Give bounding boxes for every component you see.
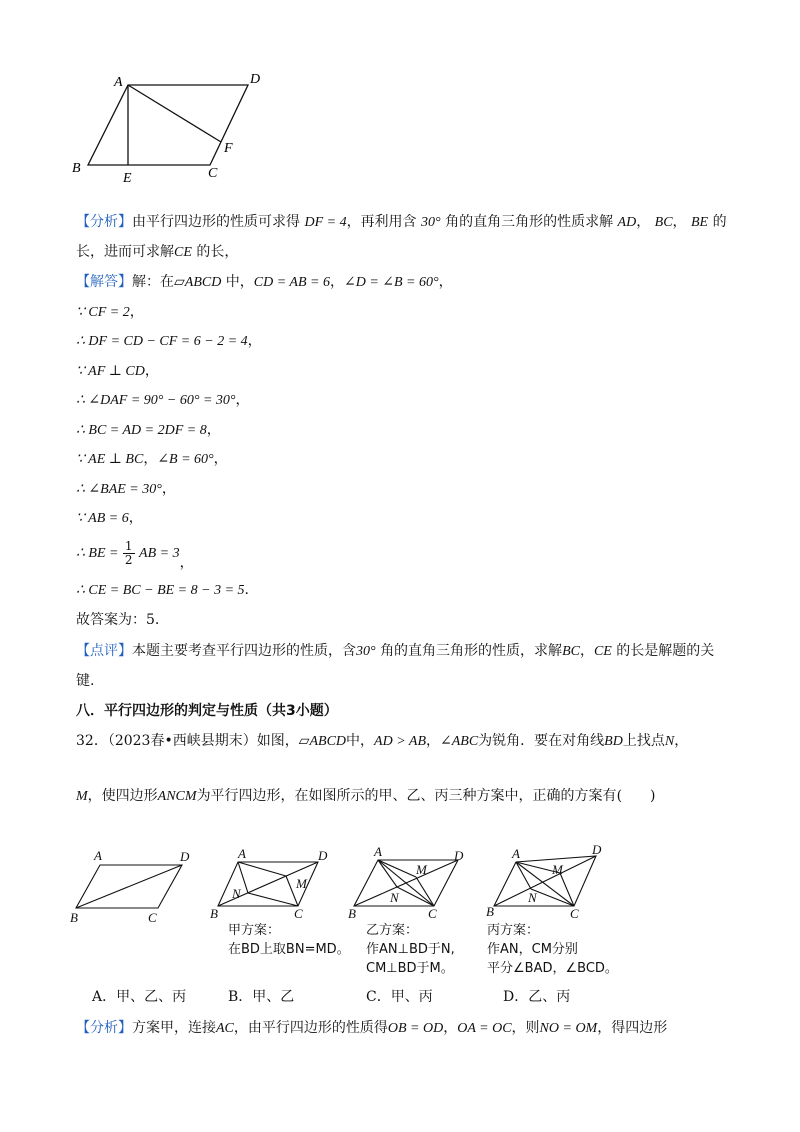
- fig3-caption: 乙方案： 作AN⊥BD于N, CM⊥BD于M。: [366, 923, 455, 976]
- fig2-label-A: A: [238, 846, 246, 861]
- solution-step-6: ∵ AE ⊥ BC，∠B = 60°，: [76, 451, 228, 467]
- label-A: A: [114, 75, 123, 90]
- analysis-line-2: 长，进而可求解CE 的长，: [76, 244, 239, 260]
- solution-step-8: ∵ AB = 6，: [76, 510, 143, 526]
- label-D: D: [250, 72, 261, 87]
- question-32-line-1: 32．（2023春•西峡县期末）如图，▱ABCD中，AD > AB，∠ABC为锐角．要在对角线BD上找点N，: [76, 733, 689, 749]
- fig4-label-C: C: [570, 906, 579, 921]
- fig1-label-D: D: [180, 849, 190, 864]
- fig1-label-A: A: [94, 848, 102, 863]
- fig4-label-M: M: [552, 862, 563, 877]
- analysis-tag: 【分析】: [76, 214, 132, 230]
- option-c[interactable]: C．甲、丙: [366, 989, 433, 1005]
- solution-step-3: ∵ AF ⊥ CD，: [76, 363, 159, 379]
- fig3-label-A: A: [374, 844, 382, 859]
- question-32-line-2: M，使四边形ANCM为平行四边形，在如图所示的甲、乙、丙三种方案中，正确的方案有( ): [76, 788, 656, 804]
- fig3-label-N: N: [390, 890, 399, 905]
- fig2-label-M: M: [296, 876, 307, 891]
- fig2-label-N: N: [232, 886, 241, 901]
- comment-line-1: 【点评】本题主要考查平行四边形的性质，含30° 角的直角三角形的性质，求解BC，CE 的长是解题的关: [76, 643, 715, 659]
- label-F: F: [224, 141, 233, 156]
- solution-intro: 【解答】解：在▱ABCD 中，CD = AB = 6，∠D = ∠B = 60°，: [76, 274, 453, 290]
- solution-step-ce: ∴ CE = BC − BE = 8 − 3 = 5.: [76, 582, 249, 598]
- fig4-label-A: A: [512, 846, 520, 861]
- solution-step-5: ∴ BC = AD = 2DF = 8，: [76, 422, 221, 438]
- fig3-label-C: C: [428, 906, 437, 921]
- analysis-32-tag: 【分析】: [76, 1020, 132, 1036]
- analysis-line-1: 【分析】由平行四边形的性质可求得 DF = 4，再利用含 30° 角的直角三角形的性质求解 AD， BC， BE 的: [76, 214, 727, 230]
- option-b[interactable]: B．甲、乙: [228, 989, 295, 1005]
- fig1-label-C: C: [148, 910, 157, 925]
- solution-step-be: ∴ BE = $\frac{1}{2}$ AB = 3，: [76, 538, 194, 571]
- fig2-label-C: C: [294, 906, 303, 921]
- label-C: C: [208, 166, 218, 181]
- figure-parallelogram-top: [60, 60, 290, 190]
- comment-tag: 【点评】: [76, 643, 132, 659]
- option-d[interactable]: D．乙、丙: [503, 989, 571, 1005]
- fig4-label-N: N: [528, 890, 537, 905]
- fig2-caption: 甲方案： 在BD上取BN=MD。: [228, 923, 350, 957]
- solution-step-1: ∵ CF = 2，: [76, 304, 144, 320]
- fig4-caption: 丙方案： 作AN，CM分别 平分∠BAD，∠BCD。: [487, 923, 618, 976]
- label-E: E: [123, 171, 132, 186]
- solution-step-7: ∴ ∠BAE = 30°，: [76, 481, 176, 497]
- fig2-label-D: D: [318, 848, 328, 863]
- solution-answer: 故答案为：5.: [76, 612, 160, 628]
- fig3-label-M: M: [416, 862, 427, 877]
- figure-row: [60, 840, 700, 930]
- option-a[interactable]: A．甲、乙、丙: [92, 989, 187, 1005]
- fig3-label-B: B: [348, 906, 356, 921]
- label-B: B: [72, 161, 81, 176]
- fig1-label-B: B: [70, 910, 78, 925]
- solution-step-2: ∴ DF = CD − CF = 6 − 2 = 4，: [76, 333, 262, 349]
- fig4-label-B: B: [486, 904, 494, 919]
- fraction-half: $\frac{1}{2}$: [124, 538, 133, 567]
- section-heading: 八．平行四边形的判定与性质（共3小题）: [76, 703, 338, 719]
- fig2-label-B: B: [210, 906, 218, 921]
- solution-tag: 【解答】: [76, 274, 132, 290]
- analysis-32-line-1: 【分析】方案甲，连接AC，由平行四边形的性质得OB = OD，OA = OC，则NO = OM，得四边形: [76, 1020, 668, 1036]
- fig4-label-D: D: [592, 842, 602, 857]
- fig3-label-D: D: [454, 848, 464, 863]
- solution-step-4: ∴ ∠DAF = 90° − 60° = 30°，: [76, 392, 250, 408]
- comment-line-2: 键.: [76, 673, 95, 689]
